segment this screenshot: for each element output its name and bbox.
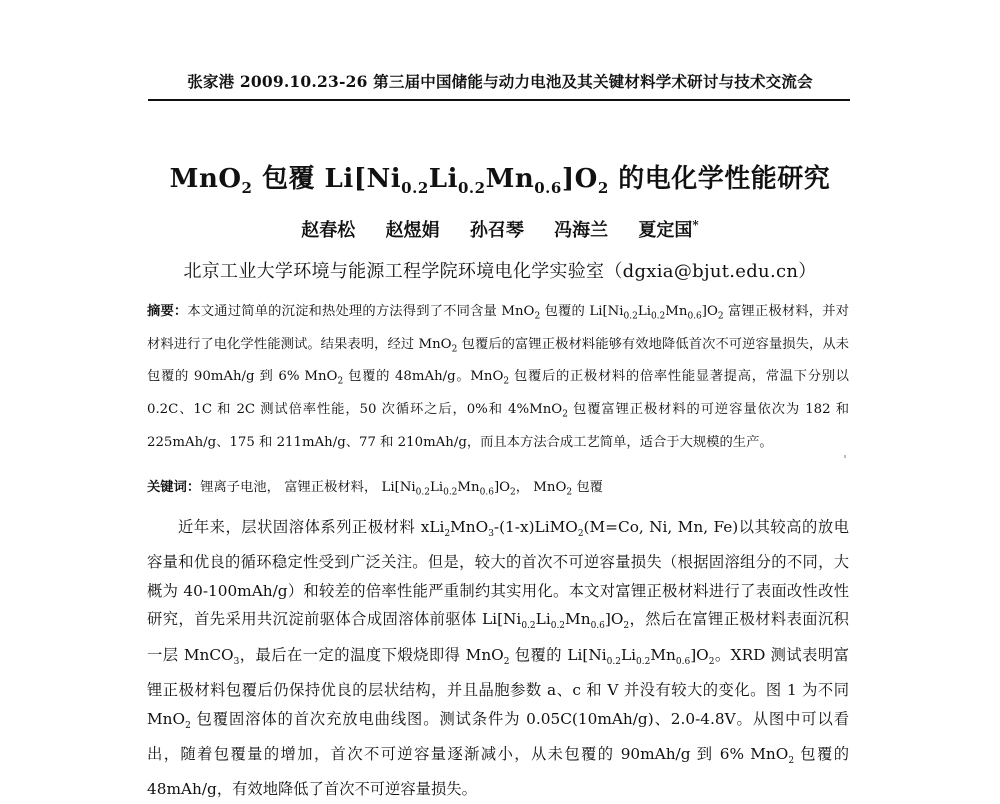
abstract-label: 摘要： (147, 304, 188, 319)
keywords: 关键词：锂离子电池， 富锂正极材料， $Li[Ni_{0.2}Li_{0.2}Mn_{0.6}]O_2$， MnO$_2$ 包覆 (147, 480, 603, 498)
paper-title: MnO$_2$ 包覆 $Li[Ni_{0.2}Li_{0.2}Mn_{0.6}]O_2$ 的电化学性能研究 (169, 164, 831, 198)
corresponding-author: 夏定国* (638, 218, 699, 241)
corresponding-mark: * (692, 218, 699, 232)
author-name: 冯海兰 (554, 220, 609, 241)
affiliation: 北京工业大学环境与能源工程学院环境电化学实验室（dgxia@bjut.edu.cn） (183, 261, 817, 282)
body-paragraph: 近年来，层状固溶体系列正极材料 xLi$_2$MnO$_3$-(1-x)LiMO$_2$(M=Co, Ni, Mn, Fe)以其较高的放电容量和优良的循环稳定性受到广泛关注。但是，较大的首次不可逆容量损失（根据固溶组分的不同，大概为 40-100mAh/g）和较差的倍率性能严重制约其实用化。本文对富锂正极材料进行了表面改性改性研究，首先采用共沉淀前驱体合成固溶体前驱体 $Li[Ni_{0.2}Li_{0.2}Mn_{0.6}]O_2$，然后在富锂正极材料表面沉积一层 MnCO$_3$，最后在一定的温度下煅烧即得 MnO$_2$ 包覆的 $Li[Ni_{0.2}Li_{0.2}Mn_{0.6}]O_2$。XRD 测试表明富锂正极材料包覆后仍保持优良的层状结构，并且晶胞参数 a、c 和 V 并没有较大的变化。图 1 为不同 MnO$_2$ 包覆固溶体的首次充放电曲线图。测试条件为 0.05C(10mAh/g)、2.0-4.8V。从图中可以看出，随着包覆量的增加，首次不可逆容量逐渐减小，从未包覆的 90mAh/g 到 6% MnO$_2$ 包覆的 48mAh/g，有效地降低了首次不可逆容量损失。 (147, 518, 849, 799)
margin-mark (844, 455, 846, 458)
author-name: 孙召琴 (469, 220, 524, 241)
running-header: 张家港 2009.10.23-26 第三届中国储能与动力电池及其关键材料学术研讨与技术交流会 (187, 72, 813, 91)
keywords-label: 关键词： (147, 480, 201, 495)
author-name: 赵春松 (301, 220, 356, 241)
author-name: 赵煜娟 (385, 220, 440, 241)
abstract: 摘要：本文通过简单的沉淀和热处理的方法得到了不同含量 MnO$_2$ 包覆的 $Li[Ni_{0.2}Li_{0.2}Mn_{0.6}]O_2$ 富锂正极材料，并对材料进行了电化学性能测试。结果表明，经过 MnO$_2$ 包覆后的富锂正极材料能够有效地降低首次不可逆容量损失，从未包覆的 90mAh/g 到 6% MnO$_2$ 包覆的 48mAh/g。MnO$_2$ 包覆后的正极材料的倍率性能显著提高，常温下分别以 0.2C、1C 和 2C 测试倍率性能，50 次循环之后，0%和 4%MnO$_2$ 包覆富锂正极材料的可逆容量依次为 182 和 225mAh/g、175 和 211mAh/g、77 和 210mAh/g，而且本方法合成工艺简单，适合于大规模的生产。 (147, 304, 849, 450)
author-list (80, 216, 920, 242)
header-rule (148, 99, 850, 101)
